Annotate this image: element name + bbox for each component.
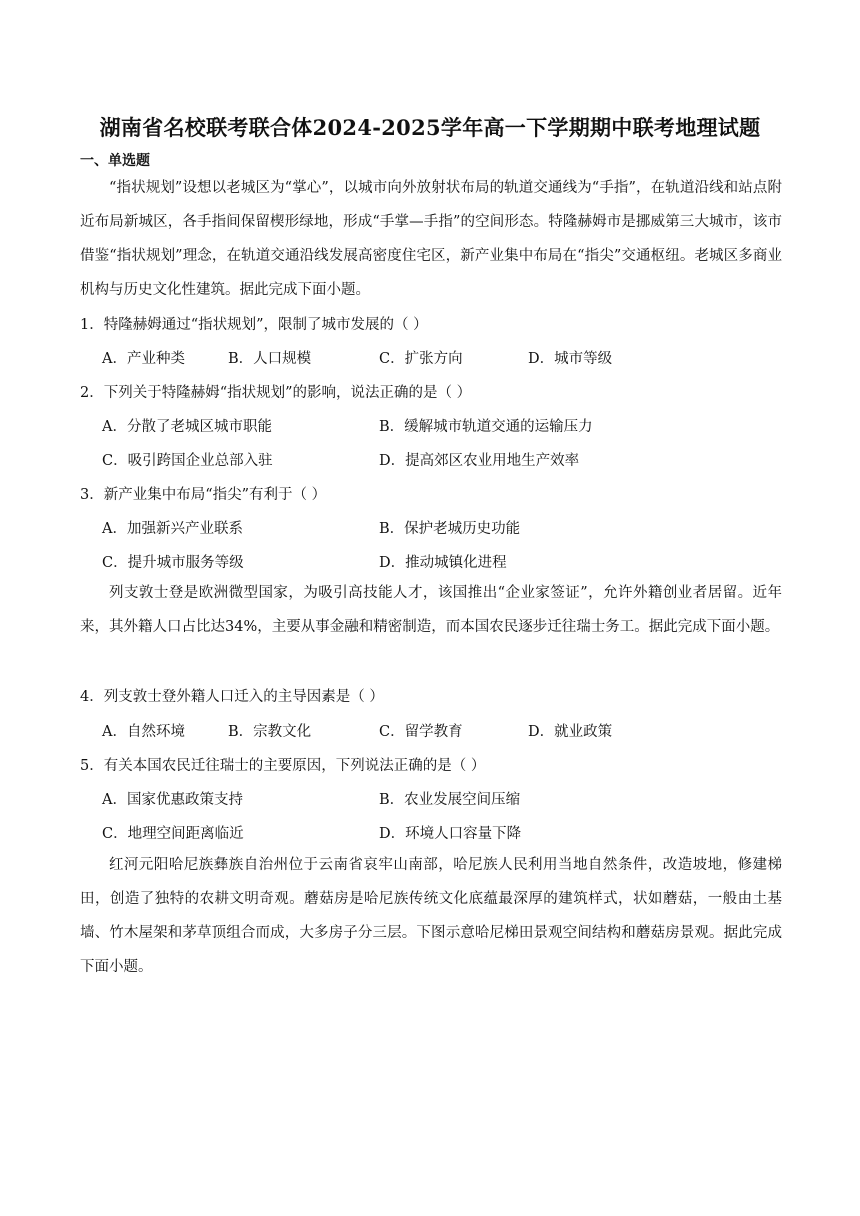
question-3-stem: 3．新产业集中布局“指尖”有利于（ ） xyxy=(80,487,327,503)
question-1-option-d: D．城市等级 xyxy=(528,351,613,367)
question-4-option-b: B．宗教文化 xyxy=(228,724,312,740)
question-5-option-b: B．农业发展空间压缩 xyxy=(379,792,521,808)
question-2-stem: 2．下列关于特隆赫姆“指状规划”的影响，说法正确的是（ ） xyxy=(80,385,472,401)
question-3-option-a: A．加强新兴产业联系 xyxy=(102,521,243,537)
question-1-stem: 1．特隆赫姆通过“指状规划”，限制了城市发展的（ ） xyxy=(80,317,428,333)
question-5-stem: 5．有关本国农民迁往瑞士的主要原因，下列说法正确的是（ ） xyxy=(80,758,486,774)
question-5-option-c: C．地理空间距离临近 xyxy=(102,826,244,842)
question-3-option-d: D．推动城镇化进程 xyxy=(379,555,507,571)
question-2-option-b: B．缓解城市轨道交通的运输压力 xyxy=(379,419,593,435)
document-title: 湖南省名校联考联合体2024-2025学年高一下学期期中联考地理试题 xyxy=(99,115,761,140)
passage-2: 列支敦士登是欧洲微型国家，为吸引高技能人才，该国推出“企业家签证”，允许外籍创业者居留。近年来，其外籍人口占比达34%，主要从事金融和精密制造，而本国农民逐步迁往瑞士务工。据此完成下面小题。 xyxy=(80,585,782,635)
question-2-option-d: D．提高郊区农业用地生产效率 xyxy=(379,453,580,469)
question-1-option-a: A．产业种类 xyxy=(102,351,185,367)
question-4-option-d: D．就业政策 xyxy=(528,724,613,740)
question-1-option-c: C．扩张方向 xyxy=(379,351,463,367)
question-5-option-d: D．环境人口容量下降 xyxy=(379,826,522,842)
question-3-option-c: C．提升城市服务等级 xyxy=(102,555,244,571)
question-4-stem: 4．列支敦士登外籍人口迁入的主导因素是（ ） xyxy=(80,689,384,705)
question-5-option-a: A．国家优惠政策支持 xyxy=(102,792,243,808)
question-4-option-a: A．自然环境 xyxy=(102,724,185,740)
question-1-option-b: B．人口规模 xyxy=(228,351,312,367)
question-3-option-b: B．保护老城历史功能 xyxy=(379,521,521,537)
section-heading: 一、单选题 xyxy=(80,153,150,169)
question-2-option-c: C．吸引跨国企业总部入驻 xyxy=(102,453,273,469)
question-2-option-a: A．分散了老城区城市职能 xyxy=(102,419,272,435)
passage-3: 红河元阳哈尼族彝族自治州位于云南省哀牢山南部，哈尼族人民利用当地自然条件，改造坡地，修建梯田，创造了独特的农耕文明奇观。蘑菇房是哈尼族传统文化底蕴最深厚的建筑样式，状如蘑菇，一般由土基墙、竹木屋架和茅草顶组合而成，大多房子分三层。下图示意哈尼梯田景观空间结构和蘑菇房景观。据此完成下面小题。 xyxy=(80,857,782,975)
question-4-option-c: C．留学教育 xyxy=(379,724,463,740)
passage-1: “指状规划”设想以老城区为“掌心”，以城市向外放射状布局的轨道交通线为“手指”，在轨道沿线和站点附近布局新城区，各手指间保留楔形绿地，形成“手掌—手指”的空间形态。特隆赫姆市是挪威第三大城市，该市借鉴“指状规划”理念，在轨道交通沿线发展高密度住宅区，新产业集中布局在“指尖”交通枢纽。老城区多商业机构与历史文化性建筑。据此完成下面小题。 xyxy=(80,180,782,298)
